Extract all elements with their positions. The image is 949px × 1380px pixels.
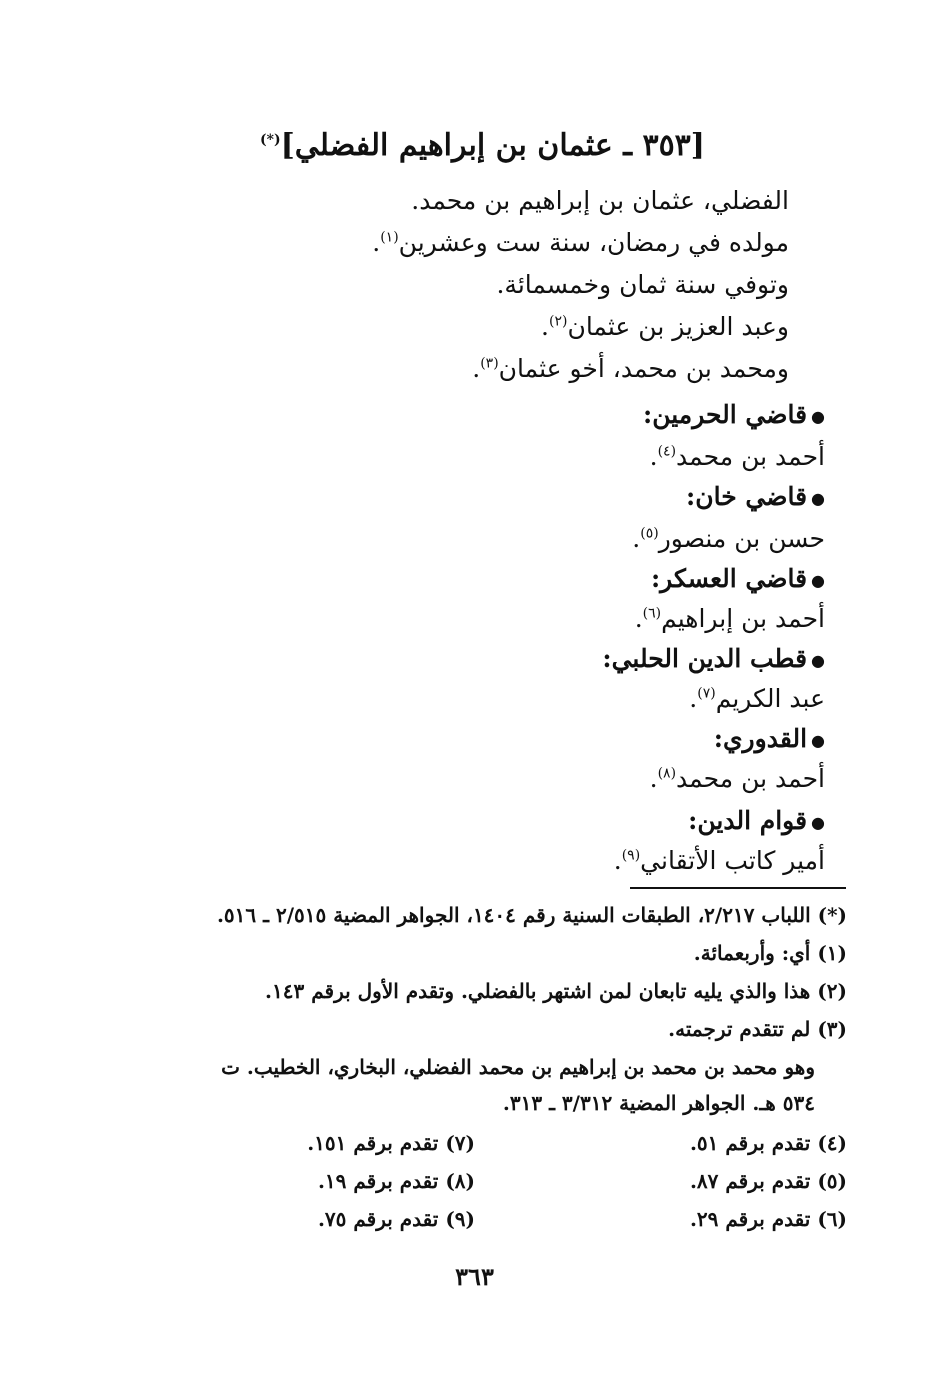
entry-line-1 (411, 186, 789, 215)
entry-line-5-text: ومحمد بن محمد، أخو عثمان (498, 354, 789, 383)
footnote-ref-7: (٧) (697, 685, 716, 702)
footnote-3: (٣) لم تتقدم ترجمته. (668, 1017, 847, 1041)
entry-line-2 (372, 228, 789, 257)
section-value-4 (689, 684, 825, 713)
bullet-icon: ● (811, 571, 825, 590)
entry-title-text: [٣٥٣ ـ عثمان بن إبراهيم الفضلي] (280, 128, 705, 163)
section-heading-5 (714, 724, 825, 753)
section-heading-4-text: قطب الدين الحلبي: (602, 644, 808, 673)
footnote-ref-1: (١) (380, 229, 399, 246)
footnote-divider (630, 887, 846, 889)
footnote-4: (٤) تقدم برقم ٥١. (689, 1131, 847, 1155)
section-heading-6-text: قوام الدين: (688, 806, 808, 835)
section-value-5 (650, 764, 825, 793)
footnote-8: (٨) تقدم برقم ١٩. (317, 1169, 475, 1193)
page-number: ٣٦٣ (455, 1262, 494, 1291)
section-heading-4 (602, 644, 825, 673)
entry-line-2-end: . (372, 228, 381, 257)
bullet-icon: ● (811, 813, 825, 832)
footnote-star: (*) اللباب ٢/٢١٧، الطبقات السنية رقم ١٤٠٤، الجواهر المضية ٢/٥١٥ ـ ٥١٦. (216, 903, 847, 927)
section-heading-1 (643, 400, 825, 429)
entry-title (260, 128, 705, 163)
footnote-ref-9: (٩) (621, 847, 641, 864)
entry-line-4-text: وعبد العزيز بن عثمان (567, 312, 789, 341)
section-value-2 (632, 524, 825, 553)
footnote-ref-3: (٣) (480, 355, 499, 372)
entry-line-5-end: . (472, 354, 481, 383)
section-heading-3 (651, 564, 825, 593)
entry-line-4-end: . (541, 312, 549, 341)
section-value-6-end: . (613, 846, 622, 875)
footnote-7: (٧) تقدم برقم ١٥١. (307, 1131, 475, 1155)
section-heading-1-text: قاضي الحرمين: (643, 400, 808, 429)
entry-line-4 (541, 312, 789, 341)
footnote-1: (١) أي: وأربعمائة. (693, 941, 847, 965)
section-value-1-text: أحمد بن محمد (676, 442, 825, 471)
entry-title-marker: (*) (260, 132, 281, 148)
section-value-3-text: أحمد بن إبراهيم (661, 604, 825, 633)
footnote-ref-4: (٤) (657, 443, 677, 460)
entry-line-3-text: وتوفي سنة ثمان وخمسمائة. (496, 270, 789, 299)
section-value-5-end: . (649, 764, 658, 793)
entry-line-3 (496, 270, 789, 299)
footnote-ref-6: (٦) (642, 605, 662, 622)
section-value-3 (635, 604, 825, 633)
section-value-6-text: أمير كاتب الأتقاني (640, 846, 825, 875)
footnote-5: (٥) تقدم برقم ٨٧. (689, 1169, 847, 1193)
footnote-ref-5: (٥) (640, 525, 659, 542)
section-value-1-end: . (649, 442, 658, 471)
footnote-3-continuation-1: وهو محمد بن محمد بن إبراهيم بن محمد الفضلي، البخاري، الخطيب. ت (221, 1055, 815, 1079)
section-value-2-text: حسن بن منصور (658, 524, 825, 553)
entry-line-1-text: الفضلي، عثمان بن إبراهيم بن محمد. (411, 186, 789, 215)
bullet-icon: ● (811, 489, 825, 508)
section-value-4-end: . (689, 684, 698, 713)
footnote-2: (٢) هذا والذي يليه تابعان لمن اشتهر بالفضلي. وتقدم الأول برقم ١٤٣. (265, 979, 847, 1003)
section-heading-2 (686, 482, 825, 511)
entry-line-5 (472, 354, 789, 383)
section-value-6 (614, 846, 825, 875)
section-value-4-text: عبد الكريم (715, 684, 825, 713)
footnote-6: (٦) تقدم برقم ٢٩. (689, 1207, 847, 1231)
section-value-1 (650, 442, 825, 471)
section-heading-2-text: قاضي خان: (686, 482, 808, 511)
footnote-3-continuation-2: ٥٣٤ هـ. الجواهر المضية ٣/٣١٢ ـ ٣١٣. (502, 1091, 815, 1115)
footnote-ref-2: (٢) (548, 313, 568, 330)
section-heading-6 (688, 806, 825, 835)
section-heading-5-text: القدوري: (713, 724, 808, 753)
bullet-icon: ● (811, 651, 825, 670)
entry-line-2-text: مولده في رمضان، سنة ست وعشرين (398, 228, 789, 257)
bullet-icon: ● (811, 407, 825, 426)
footnote-9: (٩) تقدم برقم ٧٥. (317, 1207, 475, 1231)
footnote-ref-8: (٨) (657, 765, 677, 782)
section-value-2-end: . (632, 524, 641, 553)
section-heading-3-text: قاضي العسكر: (650, 564, 808, 593)
section-value-3-end: . (634, 604, 643, 633)
section-value-5-text: أحمد بن محمد (676, 764, 825, 793)
bullet-icon: ● (811, 731, 825, 750)
